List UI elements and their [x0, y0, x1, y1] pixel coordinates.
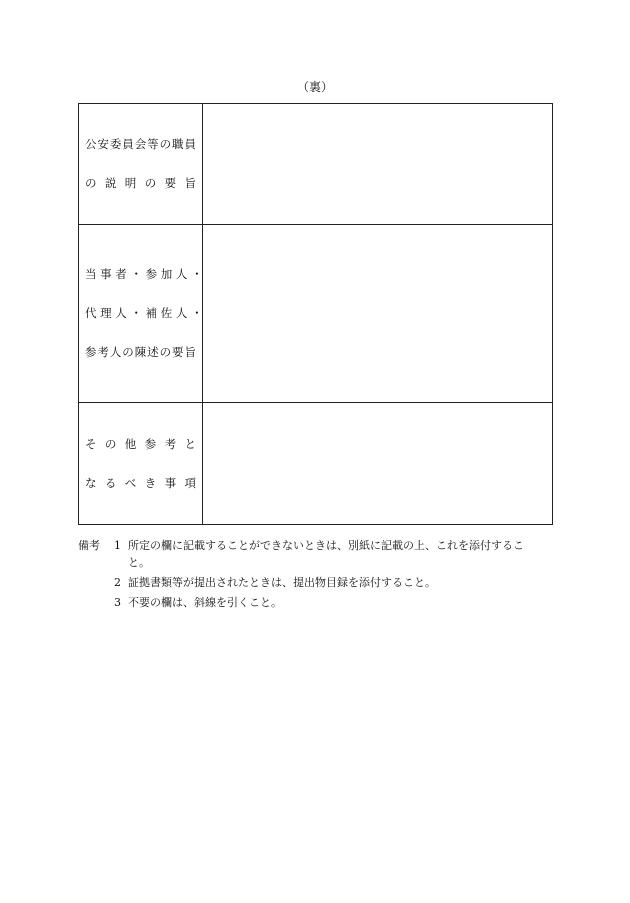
row-label-staff-explanation — [79, 104, 203, 225]
form-row-staff-explanation — [79, 104, 553, 225]
remark-number: 2 — [114, 576, 121, 589]
remark-continuation: と。 — [128, 556, 150, 569]
remark-number: 1 — [114, 539, 121, 552]
label-line: な る べ き 事 項 — [85, 475, 196, 490]
row-label-other-matters — [79, 403, 203, 525]
form-row-party-statements — [79, 225, 553, 403]
label-line: 代 理 人 ・ 補 佐 人 ・ — [85, 306, 203, 320]
label-line: 参考人の陳述の要旨 — [85, 345, 196, 359]
label-line: の 説 明 の 要 旨 — [85, 176, 196, 190]
value-field-other-matters[interactable] — [203, 403, 553, 525]
form-row-other-matters — [79, 403, 553, 525]
remark-text: 所定の欄に記載することができないときは、別紙に記載の上、これを添付するこ — [128, 539, 524, 552]
page-heading: （裏） — [296, 80, 333, 94]
remark-text: 証拠書類等が提出されたときは、提出物目録を添付すること。 — [128, 576, 436, 589]
remark-number: 3 — [114, 596, 121, 609]
value-field-staff-explanation[interactable] — [203, 104, 553, 225]
remarks-prefix: 備考 — [78, 539, 100, 552]
remark-item — [78, 575, 558, 590]
remarks-section — [78, 538, 558, 610]
remark-item — [78, 538, 558, 553]
value-field-party-statements[interactable] — [203, 225, 553, 403]
remark-text: 不要の欄は、斜線を引くこと。 — [128, 596, 282, 609]
label-line: 公安委員会等の職員 — [85, 137, 196, 151]
row-label-party-statements — [79, 225, 203, 403]
remark-item — [78, 595, 558, 610]
label-line: 当 事 者 ・ 参 加 人 ・ — [85, 267, 203, 281]
label-line: そ の 他 参 考 と — [85, 436, 196, 451]
record-form-table — [78, 103, 553, 525]
